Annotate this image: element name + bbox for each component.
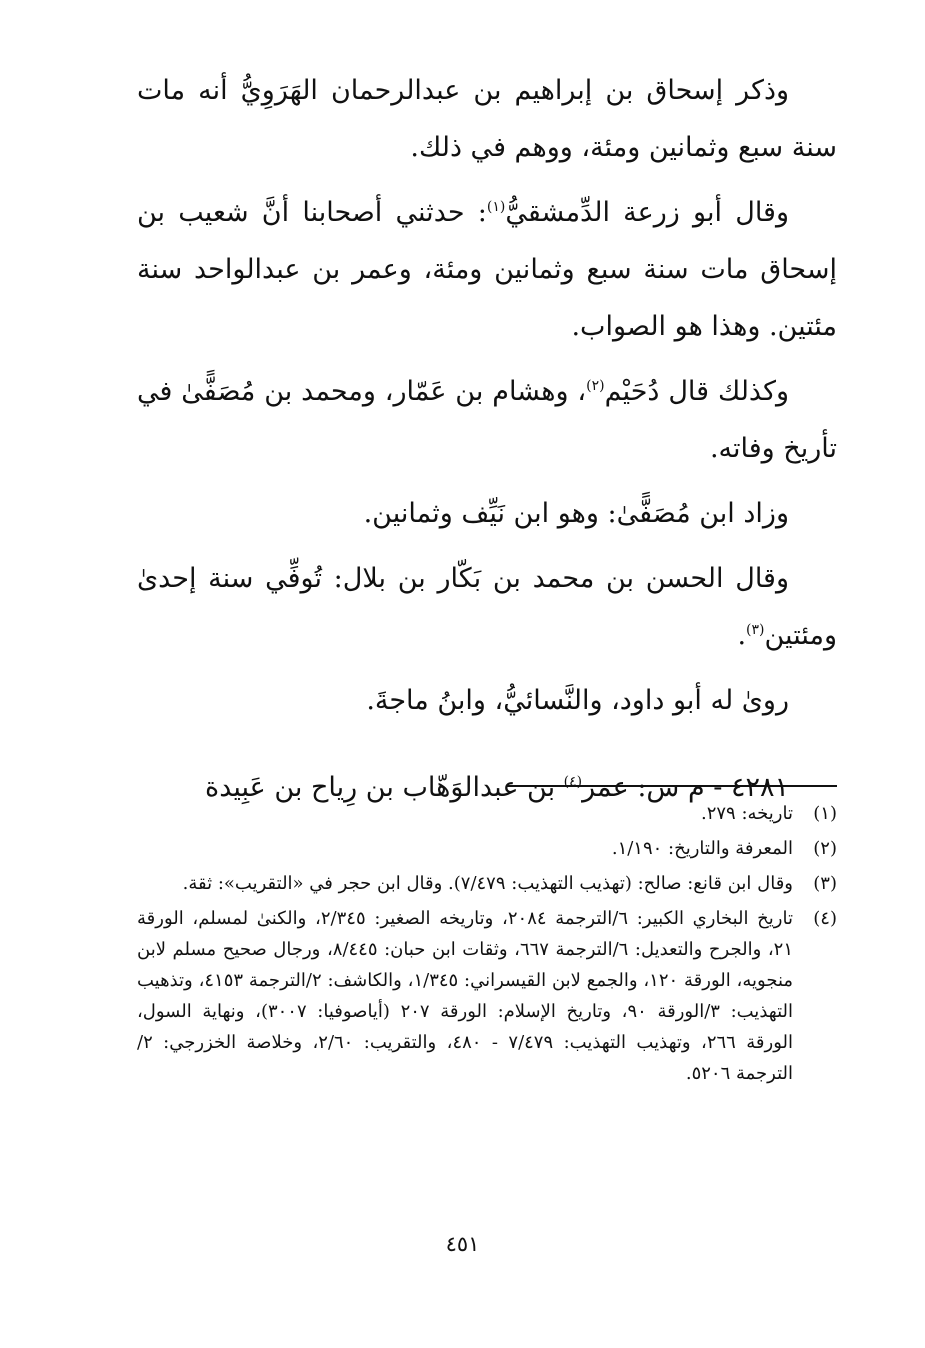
paragraph-2	[137, 184, 837, 355]
paragraph-6	[137, 672, 837, 729]
footnote-number: (٤)	[813, 908, 837, 929]
paragraph-2-text-b: : حدثني أصحابنا أنَّ شعيب بن إسحاق مات سنة سبع وثمانين ومئة، وعمر بن عبدالواحد سنة مئتين. وهذا هو الصواب.	[137, 197, 837, 342]
footnote-4	[137, 903, 837, 1089]
footnote-number: (٢)	[813, 838, 837, 859]
footnote-ref-2[interactable]: (٢)	[586, 378, 605, 394]
paragraph-4	[137, 485, 837, 542]
footnote-2	[137, 833, 837, 864]
footnotes	[137, 798, 837, 1093]
footnote-1	[137, 798, 837, 829]
main-text	[137, 62, 837, 824]
paragraph-1	[137, 62, 837, 176]
paragraph-3	[137, 363, 837, 477]
footnote-separator	[507, 785, 837, 787]
footnote-number: (٣)	[813, 873, 837, 894]
paragraph-5-text-b: .	[737, 620, 747, 651]
paragraph-4-text: وزاد ابن مُصَفًّىٰ: وهو ابن نَيِّف وثمانين.	[363, 498, 789, 529]
paragraph-3-text-b: ، وهشام بن عَمّار، ومحمد بن مُصَفًّىٰ في تأريخ وفاته.	[137, 376, 837, 464]
footnote-text: المعرفة والتاريخ: ١/١٩٠.	[611, 838, 793, 859]
footnote-text: وقال ابن قانع: صالح: (تهذيب التهذيب: ٧/٤٧٩). وقال ابن حجر في «التقريب»: ثقة.	[182, 873, 793, 894]
paragraph-5	[137, 550, 837, 664]
paragraph-3-text-a: وكذلك قال دُحَيْم	[604, 376, 789, 407]
paragraph-1-text: وذكر إسحاق بن إبراهيم بن عبدالرحمان الهَرَوِيُّ أنه مات سنة سبع وثمانين ومئة، ووهم في ذلك.	[137, 75, 837, 163]
footnote-text: تاريخه: ٢٧٩.	[700, 803, 793, 824]
footnote-text: تاريخ البخاري الكبير: ٦/الترجمة ٢٠٨٤، وتاريخه الصغير: ٢/٣٤٥، والكنىٰ لمسلم، الورقة ٢١، والجرح والتعديل: ٦/الترجمة ٦٦٧، وثقات ابن حبان: ٨/٤٤٥، ورجال صحيح مسلم لابن منجويه، الورقة ١٢٠، والجمع لابن القيسراني: ١/٣٤٥، والكاشف: ٢/الترجمة ٤١٥٣، وتذهيب التهذيب: ٣/الورقة ٩٠، وتاريخ الإسلام: الورقة ٢٠٧ (أياصوفيا: ٣٠٠٧)، ونهاية السول، الورقة ٢٦٦، وتهذيب التهذيب: ٧/٤٧٩ - ٤٨٠، والتقريب: ٢/٦٠، وخلاصة الخزرجي: ٢/الترجمة ٥٢٠٦.	[137, 908, 794, 1084]
entry-heading-text-b: بن عبدالوَهّاب بن رِياح بن عَبِيدة	[205, 772, 564, 803]
paragraph-2-text-a: وقال أبو زرعة الدِّمشقيُّ	[505, 197, 790, 228]
paragraph-5-text-a: وقال الحسن بن محمد بن بَكّار بن بلال: تُوفِّي سنة إحدىٰ ومئتين	[137, 563, 837, 651]
footnote-ref-4[interactable]: (٤)	[563, 774, 583, 790]
page-number: ٤٥١	[445, 1232, 480, 1256]
footnote-3	[137, 868, 837, 899]
footnote-ref-3[interactable]: (٣)	[746, 622, 765, 638]
footnote-number: (١)	[813, 803, 837, 824]
paragraph-6-text: روىٰ له أبو داود، والنَّسائيُّ، وابنُ ماجةَ.	[366, 685, 789, 716]
footnote-ref-1[interactable]: (١)	[486, 199, 506, 215]
entry-heading-text-a: ٤٢٨١ - م س: عمر	[582, 772, 789, 803]
